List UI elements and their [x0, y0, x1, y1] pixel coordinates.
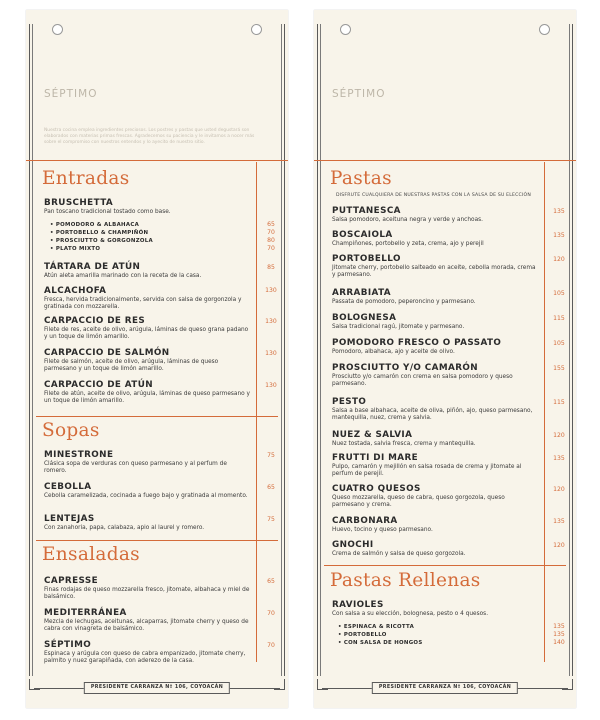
item-description: Con salsa a su elección, bolognesa, pesto o 4 quesos.: [332, 611, 489, 617]
item-name: PUTTANESCA: [332, 206, 401, 216]
item-price: 135: [553, 208, 565, 215]
item-price: 135: [553, 232, 565, 239]
item-price: 85: [267, 264, 275, 271]
item-description: Crema de salmón y salsa de queso gorgozola.: [332, 551, 466, 557]
option-price: 135: [553, 631, 565, 638]
item-description: Champiñones, portobello y zeta, crema, ajo y perejil: [332, 241, 484, 247]
section-title-pastas-rellenas: Pastas Rellenas: [330, 570, 481, 591]
section-title-ensaladas: Ensaladas: [42, 544, 140, 565]
menu-item: [332, 484, 538, 509]
frame-line: [284, 24, 285, 676]
intro-text: Nuestra cocina emplea ingredientes preciosos. Los postres y pastas que usted degustará son elaborados con materias primas frescas. Agradecemos su paciencia y le invitamos a nocer más sobre el compromiso con nuestros entendos y lo ayecito de nuestro sitio.: [44, 128, 255, 145]
item-price: 130: [265, 287, 277, 294]
menu-item: [332, 206, 538, 224]
item-name: LENTEJAS: [44, 514, 95, 524]
menu-item: [332, 288, 538, 306]
menu-item: [332, 540, 538, 558]
option-price: 70: [267, 245, 275, 252]
menu-item: [44, 608, 250, 633]
item-price: 65: [267, 484, 275, 491]
item-description: Filete de salmón, aceite de olivo, arúgula, láminas de queso parmesano y un toque de limón amarillo.: [44, 359, 219, 373]
item-description: Salsa a base albahaca, aceite de oliva, piñón, ajo, queso parmesano, mantequilla, nuez, crema y salvia.: [332, 408, 533, 422]
item-name: CEBOLLA: [44, 482, 92, 492]
option-item: • PORTOBELLO & CHAMPIÑÓN: [50, 230, 149, 236]
item-price: 130: [265, 382, 277, 389]
menu-item: [44, 640, 250, 665]
item-price: 65: [267, 578, 275, 585]
frame-line: [29, 24, 30, 676]
item-description: Filete de res, aceite de olivo, arúgula, láminas de queso grana padano y un toque de limón amarillo.: [44, 327, 249, 341]
item-price: 135: [553, 455, 565, 462]
option-price: 80: [267, 237, 275, 244]
option-item: • CON SALSA DE HONGOS: [338, 640, 423, 646]
menu-item: [44, 576, 250, 601]
item-description: Jitomate cherry, portobello salteado en aceite, cebolla morada, crema y parmesano.: [332, 265, 536, 279]
menu-item: [332, 397, 538, 422]
menu-item: [44, 316, 250, 341]
item-price: 130: [265, 350, 277, 357]
item-description: Pulpo, camarón y mejillón en salsa rosada de crema y jitomate al perfum de perejil.: [332, 464, 522, 478]
item-price: 135: [553, 518, 565, 525]
item-price: 155: [553, 365, 565, 372]
frame-line: [32, 24, 33, 676]
item-name: ALCACHOFA: [44, 286, 107, 296]
item-description: Passata de pomodoro, peperoncino y parmesano.: [332, 299, 476, 305]
item-price: 120: [553, 256, 565, 263]
item-name: GNOCHI: [332, 540, 374, 550]
item-price: 120: [553, 432, 565, 439]
menu-item: [44, 450, 250, 475]
item-name: CARPACCIO DE SALMÓN: [44, 348, 170, 358]
menu-item: [44, 198, 250, 216]
option-price: 140: [553, 639, 565, 646]
section-note: DISFRUTE CUALQUIERA DE NUESTRAS PASTAS CON LA SALSA DE SU ELECCIÓN: [336, 193, 531, 198]
option-item: • POMODORO & ALBAHACA: [50, 222, 140, 228]
frame-line: [317, 24, 318, 676]
header-divider: [26, 160, 288, 161]
item-price: 105: [553, 290, 565, 297]
menu-item: [44, 482, 250, 500]
frame-line: [572, 24, 573, 676]
item-name: BOSCAIOLA: [332, 230, 393, 240]
menu-item: [44, 514, 250, 532]
item-description: Salsa pomodoro, aceituna negra y verde y anchoas.: [332, 217, 483, 223]
item-description: Salsa tradicional ragú, jitomate y parmesano.: [332, 324, 465, 330]
item-price: 70: [267, 642, 275, 649]
section-title-sopas: Sopas: [42, 420, 100, 441]
menu-page-left: [26, 10, 288, 708]
price-column-divider: [544, 162, 545, 662]
punch-hole: [52, 24, 63, 35]
section-divider: [324, 565, 566, 566]
item-description: Nuez tostada, salvia fresca, crema y mantequilla.: [332, 441, 476, 447]
item-name: PORTOBELLO: [332, 254, 401, 264]
option-item: • ESPINACA & RICOTTA: [338, 624, 415, 630]
item-description: Con zanahoria, papa, calabaza, apio al laurel y romero.: [44, 525, 205, 531]
address-label: PRESIDENTE CARRANZA Nº 106, COYOACÁN: [372, 682, 518, 694]
option-item: • PLATO MIXTO: [50, 246, 101, 252]
item-name: RAVIOLES: [332, 600, 384, 610]
item-name: SÉPTIMO: [44, 640, 92, 650]
option-list: [338, 623, 538, 647]
item-price: 115: [553, 315, 565, 322]
frame-line: [320, 24, 321, 676]
menu-item: [332, 516, 538, 534]
item-name: PROSCIUTTO Y/O CAMARÓN: [332, 363, 479, 373]
brand-logo: SÉPTIMO: [44, 88, 98, 100]
menu-item: [332, 453, 538, 478]
address-label: PRESIDENTE CARRANZA Nº 106, COYOACÁN: [84, 682, 230, 694]
item-name: ARRABIATA: [332, 288, 391, 298]
menu-item: [44, 380, 250, 405]
header-divider: [314, 160, 576, 161]
menu-page-right: [314, 10, 576, 708]
item-description: Finas rodajas de queso mozzarella fresco, jitomate, albahaca y miel de balsámico.: [44, 587, 250, 601]
item-name: PESTO: [332, 397, 367, 407]
item-price: 70: [267, 610, 275, 617]
item-description: Fresca, hervida tradicionalmente, servida con salsa de gorgonzola y gratinada con mozzarella.: [44, 297, 242, 311]
item-price: 130: [265, 318, 277, 325]
option-item: • PROSCIUTTO & GORGONZOLA: [50, 238, 154, 244]
item-price: 105: [553, 340, 565, 347]
option-item: • PORTOBELLO: [338, 632, 387, 638]
menu-item: [332, 313, 538, 331]
item-description: Huevo, tocino y queso parmesano.: [332, 527, 433, 533]
menu-item: [332, 430, 538, 448]
item-description: Prosciutto y/o camarón con crema en salsa pomodoro y queso parmesano.: [332, 374, 513, 388]
item-description: Mezcla de lechugas, aceitunas, alcaparras, jitomate cherry y queso de cabra con vinagreta de balsámico.: [44, 619, 249, 633]
menu-item: [332, 230, 538, 248]
punch-hole: [539, 24, 550, 35]
footer: [314, 682, 576, 694]
item-name: FRUTTI DI MARE: [332, 453, 419, 463]
punch-hole: [340, 24, 351, 35]
item-name: BRUSCHETTA: [44, 198, 114, 208]
menu-item: [332, 363, 538, 388]
item-description: Cebolla caramelizada, cocinada a fuego bajo y gratinada al momento.: [44, 493, 248, 499]
item-name: CARBONARA: [332, 516, 398, 526]
item-name: POMODORO FRESCO O PASSATO: [332, 338, 502, 348]
item-price: 115: [553, 399, 565, 406]
menu-item: [44, 286, 250, 311]
option-price: 65: [267, 221, 275, 228]
section-divider: [36, 540, 278, 541]
item-description: Atún aleta amarilla marinado con la receta de la casa.: [44, 273, 202, 279]
item-name: BOLOGNESA: [332, 313, 397, 323]
footer: [26, 682, 288, 694]
menu-item: [332, 600, 538, 618]
item-price: 75: [267, 516, 275, 523]
option-price: 135: [553, 623, 565, 630]
item-description: Queso mozzarella, queso de cabra, queso gorgozola, queso parmesano y crema.: [332, 495, 505, 509]
item-price: 75: [267, 452, 275, 459]
item-name: TÁRTARA DE ATÚN: [44, 262, 141, 272]
item-description: Pomodoro, albahaca, ajo y aceite de olivo.: [332, 349, 455, 355]
menu-item: [44, 262, 250, 280]
item-name: MINESTRONE: [44, 450, 114, 460]
brand-logo: SÉPTIMO: [332, 88, 386, 100]
item-description: Espinaca y arúgula con queso de cabra empanizado, jitomate cherry, palmito y nuez garapiñada, con aderezo de la casa.: [44, 651, 246, 665]
punch-hole: [251, 24, 262, 35]
section-divider: [36, 416, 278, 417]
item-description: Clásica sopa de verduras con queso parmesano y al perfum de romero.: [44, 461, 227, 475]
item-name: NUEZ & SALVIA: [332, 430, 413, 440]
item-price: 120: [553, 542, 565, 549]
menu-item: [332, 338, 538, 356]
section-title-entradas: Entradas: [42, 168, 130, 189]
frame-line: [569, 24, 570, 676]
item-name: CARPACCIO DE RES: [44, 316, 146, 326]
item-description: Filete de atún, aceite de olivo, arúgula, láminas de queso parmesano y un toque de limón amarillo.: [44, 391, 250, 405]
item-name: CAPRESSE: [44, 576, 98, 586]
price-column-divider: [256, 162, 257, 662]
menu-item: [44, 348, 250, 373]
item-name: MEDITERRÁNEA: [44, 608, 127, 618]
section-title-pastas: Pastas: [330, 168, 392, 189]
option-list: [50, 221, 250, 253]
item-price: 120: [553, 486, 565, 493]
menu-item: [332, 254, 538, 279]
item-description: Pan toscano tradicional tostado como base.: [44, 209, 171, 215]
option-price: 70: [267, 229, 275, 236]
item-name: CARPACCIO DE ATÚN: [44, 380, 154, 390]
item-name: CUATRO QUESOS: [332, 484, 421, 494]
